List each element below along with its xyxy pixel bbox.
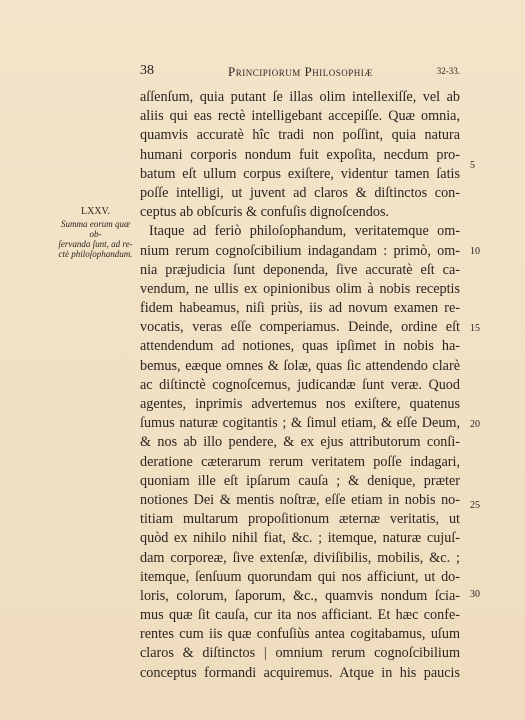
text-line: itemque, ſenſuum quorundam qui nos afficiunt, ut do- (140, 568, 460, 585)
text-line: quòd ex nihilo nihil fiat, &c. ; itemque, naturæ cujuſ- (140, 530, 460, 547)
text-line: claros & diſtinctos | omnium rerum cognoſcibilium (140, 645, 460, 662)
text-line: ac diſtinctè cognoſcemus, judicandæ ſunt veræ. Quod (140, 376, 460, 393)
margin-note-text: Summa eorum quæ ob- ſervanda ſunt, ad re- ctè philoſophandum. (58, 219, 133, 259)
text-line: vocatis, veras eſſe comperiamus. Deinde, ordine eſt (140, 319, 460, 336)
text-line: mus quæ ſit cauſa, cur ita nos afficiant. Et hæc confe- (140, 607, 460, 624)
margin-note-label: LXXV. (81, 206, 110, 217)
line-number: 15 (470, 323, 480, 334)
text-line: nium rerum cognoſcibilium indagandam : primò, om- (140, 242, 460, 259)
running-title: Principiorum Philosophiæ (228, 64, 373, 79)
section-range: 32-33. (436, 66, 460, 76)
text-line: quoniam ille eſt ipſarum cauſa ; & denique, præter (140, 472, 460, 489)
line-number: 10 (470, 246, 480, 257)
text-line: titiam multarum propoſitionum æternæ veritatis, ut (140, 511, 460, 528)
text-line: attendendum ad notiones, quas ipſimet in nobis ha- (140, 338, 460, 355)
text-line: nia præjudicia ſunt deponenda, ſive accuratè eſt ca- (140, 261, 460, 278)
line-number: 25 (470, 500, 480, 511)
running-header (140, 63, 460, 83)
text-line: deratione cæterarum rerum veritatem poſſe indagari, (140, 453, 460, 470)
text-line: poſſe intelligi, ut juvent ad claros & diſtinctos con- (140, 184, 460, 201)
text-line: quamvis accuratè hîc tradi non poſſint, quia natura (140, 127, 460, 144)
text-line: aſſenſum, quia putant ſe illas olim intellexiſſe, vel ab (140, 89, 460, 105)
margin-note (58, 207, 133, 259)
text-line: agentes, inprimis advertemus nos exiſtere, quatenus (140, 396, 460, 412)
text-line: ſumus naturæ cogitantis ; & ſimul etiam, & eſſe Deum, (140, 415, 460, 432)
text-line: loris, colorum, ſaporum, &c., quamvis nondum ſcia- (140, 587, 460, 604)
line-number: 20 (470, 419, 480, 430)
text-line: bemus, eæque omnes & ſolæ, quas ſic attendendo clarè (140, 357, 460, 374)
text-line: rentes cum iis quæ confuſiùs antea cogitabamus, uſum (140, 626, 460, 643)
text-line: batum eſt ullum corpus exiſtere, videntur tamen ſatis (140, 165, 460, 182)
text-line: aliis qui eas rectè intelligebant accepiſſe. Quæ omnia, (140, 108, 460, 125)
text-line: humani corporis nondum fuit expoſita, necdum pro- (140, 146, 460, 163)
page-number: 38 (140, 63, 154, 78)
text-line: & nos ab illo pendere, & ex ejus attributorum conſi- (140, 434, 460, 451)
text-line: conceptus formandi acquiremus. Atque in his paucis (140, 664, 460, 681)
text-line: Itaque ad feriò philoſophandum, veritatemque om- (149, 223, 460, 240)
text-line: vendum, ne ullis ex opinionibus olim à nobis receptis (140, 280, 460, 297)
text-line: ceptus ab obſcuris & confuſis dignoſcendos. (140, 204, 390, 221)
body-text (140, 88, 460, 683)
text-line: dam corporeæ, ſive extenſæ, diviſibilis, mobilis, &c. ; (140, 549, 460, 566)
line-number: 5 (470, 160, 475, 171)
line-number: 30 (470, 589, 480, 600)
text-line: notiones Dei & mentis noſtræ, eſſe etiam in nobis no- (140, 491, 460, 508)
text-line: fidem habeamus, niſi priùs, iis ad novum examen re- (140, 300, 460, 317)
